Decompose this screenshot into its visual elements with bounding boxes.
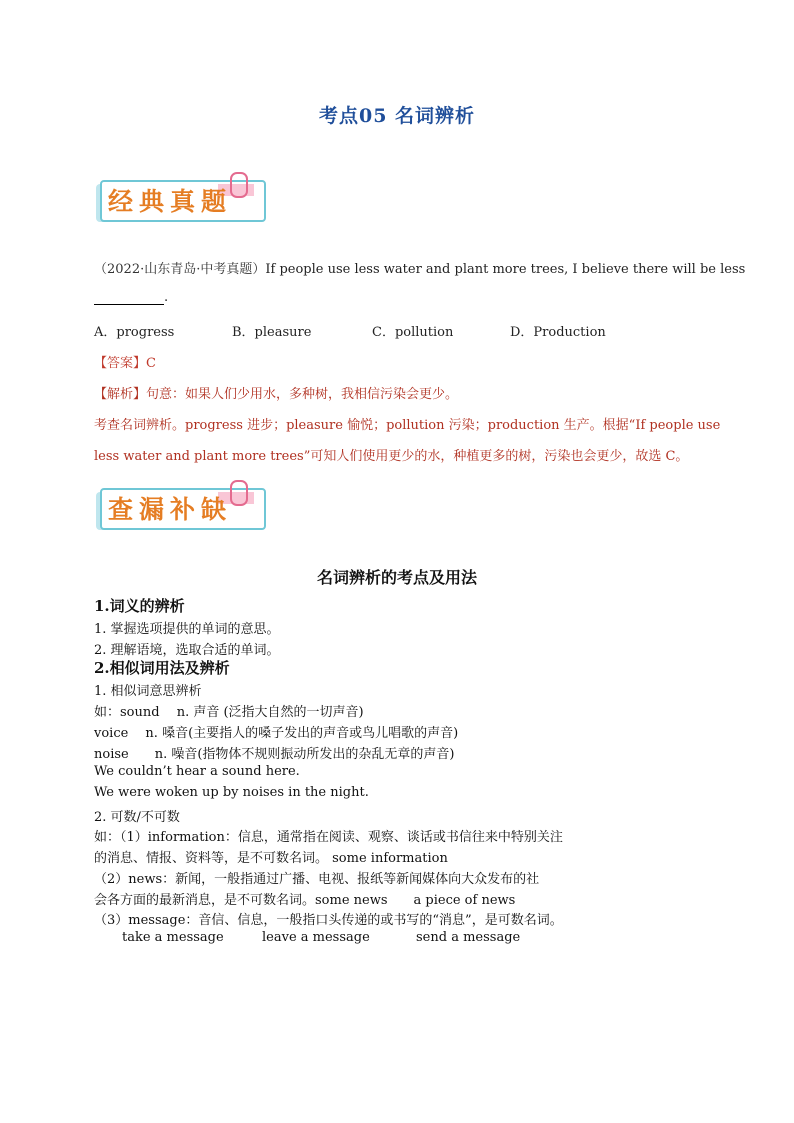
news-line-2: 会各方面的最新消息，是不可数名词。some news a piece of news	[94, 893, 516, 908]
message-phrase-take: take a message	[122, 930, 224, 945]
answer-line: 【答案】C	[94, 356, 156, 371]
option-a: A．progress	[94, 325, 175, 340]
example-1: We couldn’t hear a sound here.	[94, 764, 300, 779]
section-2-sub-1: 1. 相似词意思辨析	[94, 684, 202, 699]
sound-definition: 如：sound n. 声音 (泛指大自然的一切声音)	[94, 705, 364, 720]
information-line-1: 如：（1）information：信息，通常指在阅读、观察、谈话或书信往来中特别关注	[94, 830, 563, 845]
message-phrase-leave: leave a message	[262, 930, 370, 945]
paperclip-icon	[230, 480, 248, 506]
message-line-1: （3）message：音信、信息，一般指口头传递的或书写的“消息”，是可数名词。	[94, 913, 563, 928]
option-b: B．pleasure	[232, 325, 312, 340]
banner-fill-gaps	[96, 480, 268, 530]
paperclip-icon	[230, 172, 248, 198]
analysis-line-2: 考查名词辨析。progress 进步；pleasure 愉悦；pollution 污染；production 生产。根据“If people use	[94, 418, 721, 433]
banner-classic-questions	[96, 172, 268, 222]
option-d: D．Production	[510, 325, 606, 340]
question-stem	[94, 258, 745, 277]
banner-label: 查漏补缺	[108, 495, 233, 524]
section-2-heading: 2.相似词用法及辨析	[94, 659, 230, 677]
analysis-line-3: less water and plant more trees”可知人们使用更少的水，种植更多的树，污染也会更少，故选 C。	[94, 449, 689, 464]
section-2-sub-2: 2. 可数/不可数	[94, 810, 180, 825]
question-text: If people use less water and plant more trees, I believe there will be less	[265, 262, 746, 277]
question-blank-line: .	[94, 290, 168, 305]
banner-label: 经典真题	[108, 187, 233, 216]
question-source: （2022·山东青岛·中考真题）	[94, 262, 266, 277]
answer-blank	[94, 290, 164, 305]
voice-definition: voice n. 嗓音(主要指人的嗓子发出的声音或鸟儿唱歌的声音)	[94, 726, 459, 741]
news-line-1: （2）news：新闻，一般指通过广播、电视、报纸等新闻媒体向大众发布的社	[94, 872, 540, 887]
noise-definition: noise n. 噪音(指物体不规则振动所发出的杂乱无章的声音)	[94, 747, 455, 762]
section-1-heading: 1.词义的辨析	[94, 597, 185, 615]
section-1-item-1: 1. 掌握选项提供的单词的意思。	[94, 622, 280, 637]
section-1-item-2: 2. 理解语境，选取合适的单词。	[94, 643, 280, 658]
section-title: 名词辨析的考点及用法	[316, 568, 477, 587]
analysis-line-1: 【解析】句意：如果人们少用水，多种树，我相信污染会更少。	[94, 387, 459, 402]
example-2: We were woken up by noises in the night.	[94, 785, 369, 800]
information-line-2: 的消息、情报、资料等，是不可数名词。 some information	[94, 851, 448, 866]
page-title: 考点05 名词辨析	[318, 105, 476, 127]
option-c: C．pollution	[372, 325, 454, 340]
message-phrase-send: send a message	[416, 930, 521, 945]
